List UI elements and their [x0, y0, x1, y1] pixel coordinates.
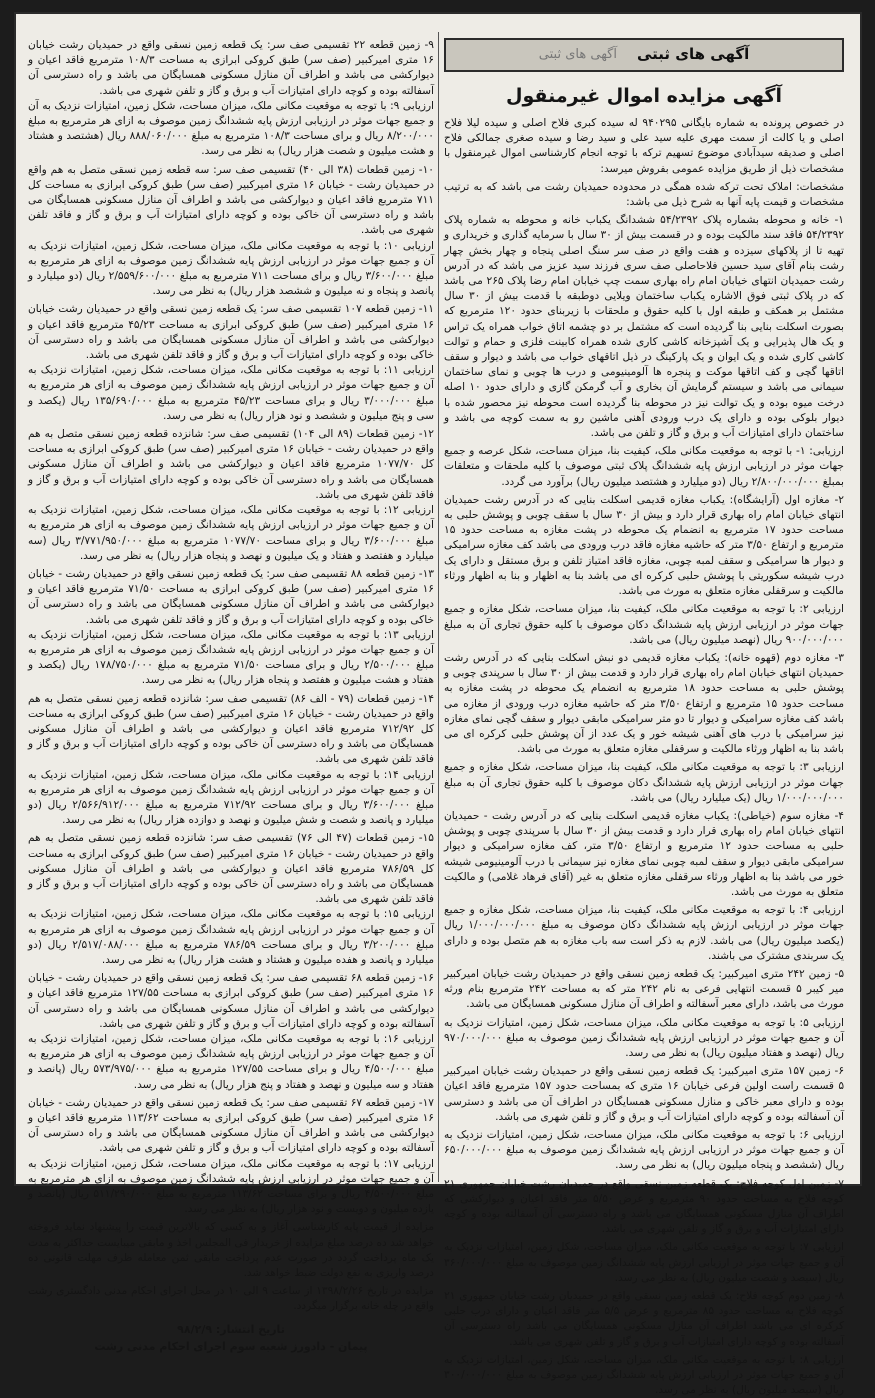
lot-item: [28, 567, 434, 689]
column-divider: [438, 32, 439, 1182]
lot-item: [28, 427, 434, 564]
notice-column-right: [444, 38, 845, 1397]
publish-date: تاریخ انتشار: ۹۸/۲/۹: [177, 1322, 285, 1336]
lot-description: ۱۱- زمین قطعه ۱۰۷ تقسیمی صف سر: یک قطعه زمین نسقی واقع در حمیدیان رشت خیابان ۱۶ متری امیرکبیر (صف سر) طبق کروکی ابرازی به مساحت ۴۵/۲۳ مترمربع فاقد اعیان و دیوارکشی می باشد و اطراف آن منازل مسکونی همسایگان می باشد و راه دسترسی آن خاکی بوده و کوچه دارای امتیازات آب و برق و گاز و فاقد تلفن شهری می باشد.: [28, 303, 434, 362]
lot-valuation: ارزیابی ۱۱: با توجه به موقعیت مکانی ملک، میزان مساحت، شکل زمین، امتیازات نزدیک به آن و جمیع جهات موثر در ارزیابی ارزش پایه ششدانگ زمین موصوف به ازای هر مترمربع به مبلغ ۳/۰۰۰/۰۰۰ ریال و برای مساحت ۴۵/۲۳ مترمربع به مبلغ ۱۳۵/۶۹۰/۰۰۰ ریال (یکصد و سی و پنج میلیون و ششصد و نود هزار ریال) به نظر می رسد.: [28, 364, 435, 422]
lot-description: ۱۷- زمین قطعه ۶۷ تقسیمی صف سر: یک قطعه زمین نسقی واقع در حمیدیان رشت - خیابان ۱۶ متری امیرکبیر (صف سر) طبق کروکی ابرازی به مساحت ۱۱۳/۶۲ مترمربع فاقد اعیان و دیوارکشی می باشد و اطراف آن منازل مسکونی همسایگان می باشد و راه دسترسی آن آسفالته بوده و کوچه دارای امتیازات آب و برق و گاز و تلفن شهری می باشد.: [28, 1096, 434, 1155]
banner-label: آگهی های ثبتی: [636, 45, 750, 64]
notice-paragraph-18: ارزیابی ۸: با توجه به موقعیت مکانی ملک، میزان مساحت، شکل زمین، امتیازات نزدیک به آن و جمیع جهات موثر در ارزیابی ارزش پایه ششدانگ زمین موصوف به مبلغ ۳۰۰/۰۰۰/۰۰۰ ریال (سیصد میلیون ریال) به نظر می رسد.: [444, 1353, 844, 1397]
lot-valuation: ارزیابی ۱۲: با توجه به موقعیت مکانی ملک، میزان مساحت، شکل زمین، امتیازات نزدیک به آن و جمیع جهات موثر در ارزیابی ارزش پایه ششدانگ زمین موصوف به ازای هر مترمربع به مبلغ ۳/۶۰۰/۰۰۰ ریال و برای مساحت ۱۰۷۷/۷۰ مترمربع به مبلغ ۳/۷۷۱/۹۵۰/۰۰۰ ریال (سه میلیارد و هفتصد و هفتاد و یک میلیون و نهصد و پنجاه هزار ریال) به نظر می رسد.: [28, 504, 435, 562]
notice-paragraph-9: ۴- مغازه سوم (خیاطی): یکباب مغازه قدیمی اسکلت بنایی که در آدرس رشت - حمیدیان انتهای خیابان امام راه بهاری قرار دارد و قدمت بیش از ۳۰ سال با سرپندی چوبی و پوشش حلبی به مساحت حدود ۱۲ مترمربع و ارتفاع ۳/۵۰ متر، کف مغازه سرامیکی و دیوار سرامیکی مابقی دیوار و سقف لمبه چوبی نمای مغازه نیز سیمانی با درب آلومینیومی شیشه خور می باشد بنا به اظهار ورثاء سرقفلی مغازه متعلق به غیر (آقای فرهاد غلامی) و مالکیت متعلق به مورث می باشد.: [444, 809, 845, 898]
notice-paragraph-8: ارزیابی ۳: با توجه به موقعیت مکانی ملک، کیفیت بنا، میزان مساحت، شکل مغازه و جمیع جهات موثر در ارزیابی ارزش پایه ششدانگ دکان موصوف با کلیه حقوق تجاری آن به مبلغ ۱/۰۰۰/۰۰۰/۰۰۰ ریال (یک میلیارد ریال) می باشد.: [444, 761, 844, 804]
notice-paragraph-16: ارزیابی ۷: با توجه به موقعیت مکانی ملک، میزان مساحت، شکل زمین، امتیازات نزدیک به آن و جمیع جهات موثر در ارزیابی ارزش پایه ششدانگ زمین موصوف به مبلغ ۳۶۰/۰۰۰/۰۰۰ ریال (سیصد و شصت میلیون ریال) به نظر می رسد.: [444, 1241, 844, 1284]
lot-item: [28, 38, 434, 160]
notice-intro: در خصوص پرونده به شماره بایگانی ۹۴۰۲۹۵ له سیده کبری فلاح اصلی و سیده لیلا فلاح اصلی و یا کالت از سمت مهری علیه سید علی و سید رضا و سیده صغری جمالکی فلاح اصلی و صدیقه سیدآبادی موضوع تسهیم ترکه با توجه انجام کارشناسی اموال غیرمنقول با مشخصات ذیل از طریق مزایده عمومی بفروش میرسد:: [444, 117, 845, 175]
notice-paragraph-7: ۳- مغازه دوم (قهوه خانه): یکباب مغازه قدیمی دو نبش اسکلت بنایی که در آدرس رشت حمیدیان انتهای خیابان امام راه بهاری قرار دارد و قدمت بیش از ۳۰ سال با سرپندی چوبی و پوشش حلبی به مساحت حدود ۱۸ مترمربع به انضمام یک محوطه در پشت مغازه به مساحت حدود ۱۵ مترمربع و ارتفاع ۳/۵۰ متر که حاشیه مغازه درب ورودی از مغازه می باشد کف مغازه سرامیکی و دیوار تا دو متر سرامیکی مابقی دیوار و سقف گچی نمای مغازه نیز سرامیکی با درب های آهنی شیشه خور و یک عدد از آن پوشش حلبی کرکره ای می باشد بنا به اظهار ورثاء مالکیت و سرقفلی مغازه متعلق به مورث می باشد.: [444, 651, 844, 756]
lot-valuation: ارزیابی ۱۴: با توجه به موقعیت مکانی ملک، میزان مساحت، شکل زمین، امتیازات نزدیک به آن و جمیع جهات موثر در ارزیابی ارزش پایه ششدانگ زمین موصوف به ازای هر مترمربع به مبلغ ۳/۶۰۰/۰۰۰ ریال و برای مساحت ۷۱۲/۹۲ مترمربع به مبلغ ۲/۵۶۶/۹۱۲/۰۰۰ ریال (دو میلیارد و پانصد و شصت و شش میلیون و نهصد و دوازده هزار ریال) به نظر می رسد.: [28, 768, 435, 827]
notice-paragraph-3: ۱- خانه و محوطه بشماره پلاک ۵۴/۲۳۹۲ ششدانگ یکباب خانه و محوطه به شماره پلاک ۵۴/۲۳۹۲ فاقد سند مالکیت بوده و در قسمت بیش از ۳۰ سال با سرمایه گذاری و خریداری و تهیه تا از پلاکهای سیزده و هفت واقع در صف سر سنگ اصلی پنجاه و چهار بخش چهار رشت بنام آقای سید حسین فلاحاصلی صف سری فرزند سید عزیز می باشد که در آدرس رشت حمیدیان انتهای خیابان امام راه بهاری سمت چپ خیابان امام رضا پلاک ۲۶۵ می باشد که در پلاک ثبتی فوق الاشاره یکباب ساختمان ویلایی دوطبقه با قدمت بیش از ۳۰ سال مشتمل بر همکف و طبقه اول با کلیه حقوق و ملحقات با زیربنای حدود ۱۲۰ مترمربع که بصورت اسکلت بنایی بنا گردیده است که مشتمل بر دو چشمه اتاق خواب همراه یک تراس و یک هال پذیرایی و یک آشپزخانه کاشی کاری شده همراه کابینت فلزی و حمام و توالت کاشی کاری شده و یک ایوان و یک پارکینگ در ذیل اتاقهای خواب می باشد و دیوار و سقف اتاقها گچی و کف اتاقها موکت و پنجره ها آلومینیومی و درب ها چوبی و نمای ساختمان سیمانی می باشد و سیستم گرمایش آن بخاری و آب گرمکن گازی و دارای حدود ۱۰ اصله درخت میوه بوده و یک توالت نیز در محوطه بنا گردیده است محوطه نیز محصور شده با دیوار بلوکی بوده و دارای یک درب ورودی آهنی ماشین رو به سمت کوچه می باشد و ساختمان دارای امتیازات آب و برق و گاز و تلفن می باشد.: [444, 214, 844, 440]
lot-description: ۱۳- زمین قطعه ۸۸ تقسیمی صف سر: یک قطعه زمین نسقی واقع در حمیدیان رشت - خیابان ۱۶ متری امیرکبیر (صف سر) طبق کروکی ابرازی به مساحت ۷۱/۵۰ مترمربع فاقد اعیان و دیوارکشی می باشد و اطراف آن منازل مسکونی همسایگان می باشد و راه دسترسی آن خاکی بوده و کوچه دارای امتیازات آب و برق و گاز و فاقد تلفن شهری می باشد.: [28, 567, 434, 626]
section-banner: [444, 38, 844, 72]
lot-description: ۹- زمین قطعه ۲۲ تقسیمی صف سر: یک قطعه زمین نسقی واقع در حمیدیان رشت خیابان ۱۶ متری امیرکبیر (صف سر) طبق کروکی ابرازی به مساحت ۱۰۸/۳ مترمربع فاقد اعیان و دیوارکشی می باشد و اطراف آن منازل مسکونی همسایگان می باشد و راه دسترسی آن آسفالته بوده و کوچه دارای امتیازات آب و برق و گاز و تلفن شهری می باشد.: [28, 39, 434, 97]
lot-valuation: ارزیابی ۱۶: با توجه به موقعیت مکانی ملک، میزان مساحت، شکل زمین، امتیازات نزدیک به آن و جمیع جهات موثر در ارزیابی ارزش پایه ششدانگ زمین موصوف به ازای هر مترمربع به مبلغ ۴/۵۰۰/۰۰۰ ریال و برای مساحت ۱۲۷/۵۵ مترمربع به مبلغ ۵۷۳/۹۷۵/۰۰۰ ریال (پانصد و هفتاد و سه میلیون و نهصد و هفتاد و پنج هزار ریال) به نظر می رسد.: [28, 1033, 435, 1091]
lot-item: [28, 1096, 434, 1218]
auction-terms: مزایده از قیمت پایه کارشناسی آغاز و به کسی که بالاترین قیمت را پیشنهاد نماید فروخته خواهد شد ده درصد مبلغ مزایده از خریدار فی المجلس اخذ و مابقی میبایست حداکثر به مدت یک ماه پرداخت گردد در صورت عدم پرداخت مابقی ثمن معامله ظرف مهلت قانونی ده درصد واریزی به نفع دولت ضبط خواهد شد.: [28, 1221, 434, 1280]
lot-description: ۱۲- زمین قطعات (۸۹ الی ۱۰۴) تقسیمی صف سر: شانزده قطعه زمین نسقی متصل به هم واقع در حمیدیان رشت - خیابان ۱۶ متری امیرکبیر (صف سر) طبق کروکی ابرازی به مساحت کل ۱۰۷۷/۷۰ مترمربع فاقد اعیان و دیوارکشی می باشد و اطراف آن منازل مسکونی همسایگان می باشد و راه دسترسی آن خاکی بوده و کوچه دارای امتیازات آب و برق و گاز و فاقد تلفن شهری می باشد.: [28, 428, 434, 501]
notice-paragraph-15: ۷- زمین اول کوچه فلاح: یک قطعه زمین نسقی واقع در حمیدیان رشت خیابان جمهوری ۲۱ کوچه فلاح به مساحت حدود ۹۰ مترمربع و عرض ۵/۵۰ متر فاقد اعیان و دیوارکشی که اطراف آن منازل مسکونی همسایگان می باشد و راه دسترسی آن آسفالته بوده و کوچه دارای امتیازات آب و برق و گاز و تلفن شهری می باشد.: [444, 1177, 845, 1236]
notice-paragraph-10: ارزیابی ۴: با توجه به موقعیت مکانی ملک، کیفیت بنا، میزان مساحت، شکل مغازه و جمیع جهات موثر در ارزیابی ارزش پایه ششدانگ دکان موصوف به مبلغ ۱/۰۰۰/۰۰۰/۰۰۰ ریال (یکصد میلیون ریال) می باشد. لازم به ذکر است سه باب مغازه به هم متصل بوده و دارای یک سربندی مشترک می باشند.: [444, 904, 844, 962]
notice-footer: [28, 1321, 434, 1355]
lot-description: ۱۵- زمین قطعات (۴۷ الی ۷۶) تقسیمی صف سر: شانزده قطعه زمین نسقی متصل به هم واقع در حمیدیان رشت - خیابان ۱۶ متری امیرکبیر (صف سر) طبق کروکی ابرازی به مساحت کل ۷۸۶/۵۹ مترمربع فاقد اعیان و دیوارکشی می باشد و اطراف آن منازل مسکونی همسایگان می باشد و راه دسترسی آن خاکی بوده و کوچه دارای امتیازات آب و برق و گاز و فاقد تلفن شهری می باشد.: [28, 832, 434, 906]
notice-column-left: [28, 38, 435, 1353]
lot-item: [28, 831, 434, 968]
notice-paragraph-14: ارزیابی ۶: با توجه به موقعیت مکانی ملک، میزان مساحت، شکل زمین، امتیازات نزدیک به آن و جمیع جهات موثر در ارزیابی ارزش پایه ششدانگ زمین موصوف به مبلغ ۶۵۰/۰۰۰/۰۰۰ ریال (ششصد و پنجاه میلیون ریال) به نظر می رسد.: [444, 1129, 844, 1172]
signature-line: پیمان - دادورز شعبه سوم اجرای احکام مدنی رشت: [94, 1339, 368, 1353]
notice-paragraph-5: ۲- مغازه اول (آرایشگاه): یکباب مغازه قدیمی اسکلت بنایی که در آدرس رشت حمیدیان انتهای خیابان امام راه بهاری قرار دارد و بیش از ۳۰ سال با سقف چوبی و پوشش حلبی به مساحت حدود ۱۷ مترمربع به انضمام یک محوطه در پشت مغازه به مساحت حدود ۱۵ مترمربع و ارتفاع ۳/۵۰ متر که حاشیه مغازه فاقد درب ورودی می باشد کف مغازه سرامیکی و دیوار ها سرامیکی و سقف لمبه چوبی، مغازه فاقد امتیاز تلفن و برق مستقل و دارای یک درب شیشه سکوریتی با پوشش حلبی کرکره ای می باشد بنا به اظهار و بنا به اظهار ورثاء مالکیت و سرقفلی مغازه متعلق به مورث می باشد.: [444, 493, 844, 598]
banner-echo: آگهی های ثبتی: [538, 47, 617, 63]
lot-valuation: ارزیابی ۱۰: با توجه به موقعیت مکانی ملک، میزان مساحت، شکل زمین، امتیازات نزدیک به آن و جمیع جهات موثر در ارزیابی ارزش پایه ششدانگ زمین موصوف به ازای هر مترمربع به مبلغ ۳/۶۰۰/۰۰۰ ریال و برای مساحت ۷۱۱ مترمربع به مبلغ ۲/۵۵۹/۶۰۰/۰۰۰ ریال (دو میلیارد و پانصد و پنجاه و نه میلیون و ششصد هزار ریال) به نظر می رسد.: [28, 239, 435, 298]
notice-paragraph-2: مشخصات: املاک تحت ترکه شده همگی در محدوده حمیدیان رشت می باشد که به ترتیب مشخصات و قیمت پایه آنها به شرح ذیل می باشد:: [444, 180, 844, 209]
notice-paragraph-6: ارزیابی ۲: با توجه به موقعیت مکانی ملک، کیفیت بنا، میزان مساحت، شکل مغازه و جمیع جهات موثر در ارزیابی ارزش پایه ششدانگ دکان موصوف با کلیه حقوق تجاری آن به مبلغ ۹۰۰/۰۰۰/۰۰۰ ریال (نهصد میلیون ریال) می باشد.: [444, 603, 844, 646]
lot-item: [28, 692, 434, 829]
lot-valuation: ارزیابی ۹: با توجه به موقعیت مکانی ملک، میزان مساحت، شکل زمین، امتیازات نزدیک به آن و جمیع جهات موثر در ارزیابی ارزش پایه ششدانگ زمین موصوف به ازای هر مترمربع به مبلغ ۸/۲۰۰/۰۰۰ ریال و برای مساحت ۱۰۸/۳ مترمربع به مبلغ ۸۸۸/۰۶۰/۰۰۰ ریال (هشتصد و هشتاد و هشت میلیون و شصت هزار ریال) به نظر می رسد.: [28, 99, 434, 158]
notice-paragraph-4: ارزیابی: ۱- با توجه به موقعیت مکانی ملک، کیفیت بنا، میزان مساحت، شکل عرصه و جمیع جهات موثر در ارزیابی ارزش پایه ششدانگ پلاک ثبتی موصوف با کلیه ملحقات و متعلقات بمبلغ ۲/۸۰۰/۰۰۰/۰۰۰ ریال (دو میلیارد و هشتصد میلیون ریال) برآورد می گردد.: [444, 445, 844, 488]
notice-paragraph-17: ۸- زمین دوم کوچه فلاح: یک قطعه زمین نسقی واقع در حمیدیان رشت خیابان جمهوری ۲۱ کوچه فلاح به مساحت حدود ۸۵ مترمربع و عرض ۵/۵ متر فاقد اعیان و دارای درب حلبی کرکره ای می باشد اطراف آن منازل مسکونی همسایگان می باشد راه دسترسی آن آسفالته بوده و کوچه دارای امتیازات آب و برق و گاز و تلفن شهری می باشد.: [444, 1290, 844, 1348]
lot-item: [28, 302, 434, 424]
lot-valuation: ارزیابی ۱۷: با توجه به موقعیت مکانی ملک، میزان مساحت، شکل زمین، امتیازات نزدیک به آن و جمیع جهات موثر در ارزیابی ارزش پایه ششدانگ زمین موصوف به ازای هر مترمربع به مبلغ ۴/۵۰۰/۰۰۰ ریال و برای مساحت ۱۱۳/۶۲ مترمربع به مبلغ ۵۱۱/۲۹۰/۰۰۰ ریال (پانصد و یازده میلیون و دویست و نود هزار ریال) به نظر می رسد.: [28, 1157, 435, 1216]
lot-item: [28, 971, 434, 1093]
notice-paragraph-13: ۶- زمین ۱۵۷ متری امیرکبیر: یک قطعه زمین نسقی واقع در حمیدیان رشت خیابان امیرکبیر ۵ قسمت راست اولین فرعی خیابان ۱۶ متری که بمساحت حدود ۱۵۷ مترمربع فاقد اعیان بوده و دارای معبر خاکی و منازل مسکونی همسایگان در اطراف آن می باشد و دسترسی آن آسفالته بوده و کوچه دارای امتیازات آب و برق و گاز و تلفن شهری می باشد.: [444, 1065, 845, 1123]
lot-description: ۱۰- زمین قطعات (۳۸ الی ۴۰) تقسیمی صف سر: سه قطعه زمین نسقی متصل به هم واقع در حمیدیان رشت - خیابان ۱۶ متری امیرکبیر (صف سر) طبق کروکی ابرازی به مساحت کل ۷۱۱ مترمربع فاقد اعیان و دیوارکشی می باشد و اطراف آن منازل مسکونی همسایگان می باشد و راه دسترسی آن خاکی بوده و کوچه دارای امتیازات آب و برق و گاز و فاقد تلفن شهری می باشد.: [28, 163, 434, 237]
lot-description: ۱۴- زمین قطعات (۷۹ - الف ۸۶) تقسیمی صف سر: شانزده قطعه زمین نسقی متصل به هم واقع در حمیدیان رشت - خیابان ۱۶ متری امیرکبیر (صف سر) طبق کروکی ابرازی به مساحت کل ۷۱۲/۹۲ مترمربع فاقد اعیان و دیوارکشی می باشد و اطراف آن منازل مسکونی همسایگان می باشد و راه دسترسی آن خاکی بوده و کوچه دارای امتیازات آب و برق و گاز و فاقد تلفن شهری می باشد.: [28, 692, 434, 766]
lot-valuation: ارزیابی ۱۵: با توجه به موقعیت مکانی ملک، میزان مساحت، شکل زمین، امتیازات نزدیک به آن و جمیع جهات موثر در ارزیابی ارزش پایه ششدانگ زمین موصوف به ازای هر مترمربع به مبلغ ۳/۲۰۰/۰۰۰ ریال و برای مساحت ۷۸۶/۵۹ مترمربع به مبلغ ۲/۵۱۷/۰۸۸/۰۰۰ ریال (دو میلیارد و پانصد و هفده میلیون و هشتاد و هشت هزار ریال) به نظر می رسد.: [28, 908, 435, 966]
lot-description: ۱۶- زمین قطعه ۶۸ تقسیمی صف سر: یک قطعه زمین نسقی واقع در حمیدیان رشت - خیابان ۱۶ متری امیرکبیر (صف سر) طبق کروکی ابرازی به مساحت ۱۲۷/۵۵ مترمربع فاقد اعیان و دیوارکشی می باشد و اطراف آن منازل مسکونی همسایگان می باشد و راه دسترسی آن آسفالته بوده و کوچه دارای امتیازات آب و برق و گاز و تلفن شهری می باشد.: [28, 972, 434, 1030]
auction-schedule: مزایده در تاریخ ۱۳۹۸/۲/۲۶ از ساعت ۹ الی ۱۰ در محل اجرای احکام مدنی دادگستری رشت واقع در چله خانه برگزار میگردد.: [28, 1285, 434, 1313]
lot-item: [28, 163, 434, 300]
notice-paragraph-11: ۵- زمین ۲۴۲ متری امیرکبیر: یک قطعه زمین نسقی واقع در حمیدیان رشت خیابان امیرکبیر میر کیبر ۵ قسمت انتهایی فرعی به نام ۲۴۲ متر که به مساحت ۲۴۲ مترمربع بنام ورثه مورث می باشد، دارای معبر آسفالته و اطراف آن منازل مسکونی همسایگان می باشد.: [444, 967, 845, 1011]
notice-paragraph-12: ارزیابی ۵: با توجه به موقعیت مکانی ملک، میزان مساحت، شکل زمین، امتیازات نزدیک به آن و جمیع جهات موثر در ارزیابی ارزش پایه ششدانگ زمین موصوف به مبلغ ۹۷۰/۰۰۰/۰۰۰ ریال (نهصد و هفتاد میلیون ریال) به نظر می رسد.: [444, 1016, 844, 1059]
newspaper-page: [14, 12, 862, 1397]
notice-title: آگهی مزایده اموال غیرمنقول: [506, 85, 782, 107]
lot-valuation: ارزیابی ۱۳: با توجه به موقعیت مکانی ملک، میزان مساحت، شکل زمین، امتیازات نزدیک به آن و جمیع جهات موثر در ارزیابی ارزش پایه ششدانگ زمین موصوف به ازای هر مترمربع به مبلغ ۲/۵۰۰/۰۰۰ ریال و برای مساحت ۷۱/۵۰ مترمربع به مبلغ ۱۷۸/۷۵۰/۰۰۰ ریال (یکصد و هفتاد و هشت میلیون و هفتصد و پنجاه هزار ریال) به نظر می رسد.: [28, 628, 435, 687]
